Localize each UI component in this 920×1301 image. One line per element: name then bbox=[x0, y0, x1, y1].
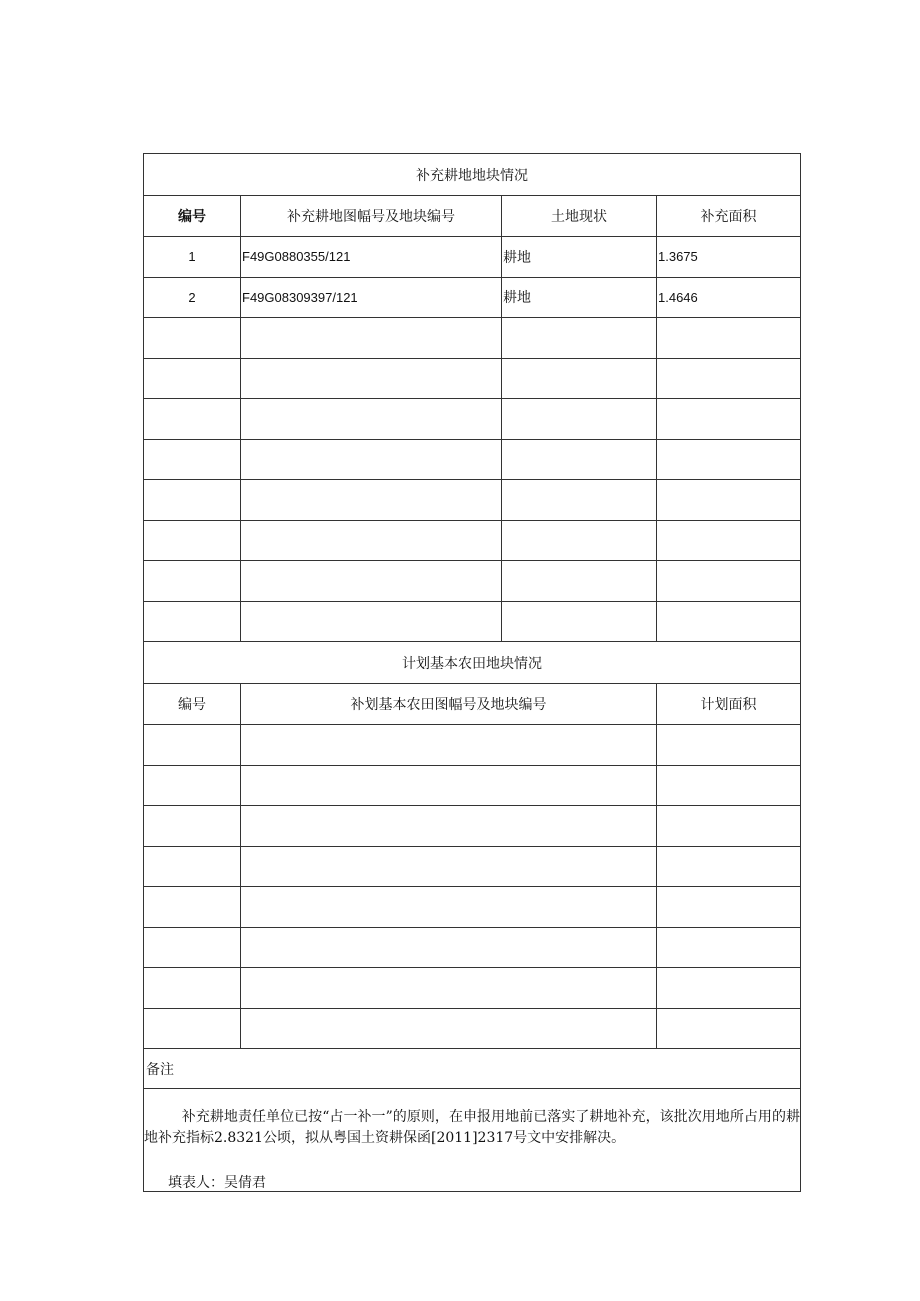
planned-row bbox=[144, 968, 801, 1009]
supplement-row bbox=[144, 399, 801, 440]
supplement-cell-code bbox=[241, 318, 502, 359]
supplement-header-code: 补充耕地图幅号及地块编号 bbox=[241, 196, 502, 237]
supplement-cell-code bbox=[241, 480, 502, 521]
planned-cell-area bbox=[657, 887, 801, 928]
planned-cell-area bbox=[657, 1008, 801, 1049]
remarks-label: 备注 bbox=[144, 1049, 801, 1089]
supplement-cell-code bbox=[241, 399, 502, 440]
planned-row bbox=[144, 846, 801, 887]
land-form-sheet bbox=[143, 153, 800, 1192]
planned-cell-area bbox=[657, 846, 801, 887]
supplement-cell-area bbox=[657, 601, 801, 642]
supplement-cell-code: F49G0880355/121 bbox=[241, 237, 502, 278]
planned-cell-area bbox=[657, 927, 801, 968]
planned-cell-code bbox=[241, 927, 657, 968]
supplement-cell-status bbox=[502, 561, 657, 602]
planned-cell-code bbox=[241, 1008, 657, 1049]
supplement-cell-status bbox=[502, 480, 657, 521]
supplement-cell-status bbox=[502, 358, 657, 399]
supplement-cell-code bbox=[241, 601, 502, 642]
planned-header-row bbox=[144, 684, 801, 725]
supplement-section-title: 补充耕地地块情况 bbox=[144, 154, 801, 196]
planned-cell-no bbox=[144, 806, 241, 847]
supplement-cell-no bbox=[144, 561, 241, 602]
supplement-cell-no bbox=[144, 358, 241, 399]
supplement-cell-area bbox=[657, 358, 801, 399]
planned-row bbox=[144, 927, 801, 968]
supplement-cell-code: F49G08309397/121 bbox=[241, 277, 502, 318]
supplement-cell-no bbox=[144, 439, 241, 480]
planned-cell-code bbox=[241, 765, 657, 806]
supplement-cell-status bbox=[502, 520, 657, 561]
supplement-cell-code bbox=[241, 520, 502, 561]
remarks-label-row bbox=[144, 1049, 801, 1089]
supplement-cell-no: 1 bbox=[144, 237, 241, 278]
supplement-cell-code bbox=[241, 439, 502, 480]
supplement-row bbox=[144, 561, 801, 602]
planned-cell-code bbox=[241, 968, 657, 1009]
supplement-cell-no bbox=[144, 480, 241, 521]
planned-section-title: 计划基本农田地块情况 bbox=[144, 642, 801, 684]
supplement-row bbox=[144, 318, 801, 359]
supplement-header-area: 补充面积 bbox=[657, 196, 801, 237]
supplement-cell-status: 耕地 bbox=[502, 277, 657, 318]
supplement-header-status: 土地现状 bbox=[502, 196, 657, 237]
planned-row bbox=[144, 725, 801, 766]
supplement-cell-no: 2 bbox=[144, 277, 241, 318]
supplement-cell-area bbox=[657, 439, 801, 480]
supplement-cell-status: 耕地 bbox=[502, 237, 657, 278]
planned-cell-code bbox=[241, 846, 657, 887]
supplement-row bbox=[144, 277, 801, 318]
planned-cell-area bbox=[657, 765, 801, 806]
planned-cell-no bbox=[144, 927, 241, 968]
supplement-cell-area: 1.3675 bbox=[657, 237, 801, 278]
supplement-cell-code bbox=[241, 561, 502, 602]
planned-cell-area bbox=[657, 806, 801, 847]
planned-header-no: 编号 bbox=[144, 684, 241, 725]
planned-cell-no bbox=[144, 846, 241, 887]
planned-row bbox=[144, 765, 801, 806]
supplement-cell-status bbox=[502, 318, 657, 359]
supplement-row bbox=[144, 601, 801, 642]
supplement-row bbox=[144, 520, 801, 561]
supplement-cell-area bbox=[657, 561, 801, 602]
supplement-section-title-row bbox=[144, 154, 801, 196]
planned-cell-area bbox=[657, 725, 801, 766]
supplement-row bbox=[144, 358, 801, 399]
planned-cell-no bbox=[144, 968, 241, 1009]
supplement-cell-code bbox=[241, 358, 502, 399]
supplement-cell-area bbox=[657, 520, 801, 561]
supplement-cell-area: 1.4646 bbox=[657, 277, 801, 318]
planned-header-code: 补划基本农田图幅号及地块编号 bbox=[241, 684, 657, 725]
remarks-text: 补充耕地责任单位已按“占一补一”的原则，在申报用地前已落实了耕地补充，该批次用地所占用的耕地补充指标2.8321公顷，拟从粤国土资耕保函[2011]2317号文中安排解决。 bbox=[144, 1109, 800, 1146]
planned-cell-no bbox=[144, 725, 241, 766]
supplement-cell-area bbox=[657, 318, 801, 359]
planned-row bbox=[144, 887, 801, 928]
planned-row bbox=[144, 1008, 801, 1049]
planned-cell-no bbox=[144, 887, 241, 928]
planned-cell-area bbox=[657, 968, 801, 1009]
supplement-row bbox=[144, 439, 801, 480]
planned-cell-no bbox=[144, 1008, 241, 1049]
planned-row bbox=[144, 806, 801, 847]
supplement-cell-area bbox=[657, 399, 801, 440]
planned-section-title-row bbox=[144, 642, 801, 684]
supplement-row bbox=[144, 480, 801, 521]
supplement-cell-no bbox=[144, 399, 241, 440]
supplement-header-no: 编号 bbox=[144, 196, 241, 237]
planned-cell-code bbox=[241, 887, 657, 928]
supplement-row bbox=[144, 237, 801, 278]
planned-header-area: 计划面积 bbox=[657, 684, 801, 725]
supplement-cell-status bbox=[502, 439, 657, 480]
form-filler: 填表人：吴倩君 bbox=[168, 1175, 266, 1191]
planned-cell-no bbox=[144, 765, 241, 806]
supplement-cell-no bbox=[144, 601, 241, 642]
planned-cell-code bbox=[241, 725, 657, 766]
supplement-cell-status bbox=[502, 399, 657, 440]
supplement-cell-no bbox=[144, 318, 241, 359]
planned-cell-code bbox=[241, 806, 657, 847]
land-form-table bbox=[143, 153, 801, 1192]
supplement-cell-no bbox=[144, 520, 241, 561]
supplement-cell-area bbox=[657, 480, 801, 521]
supplement-cell-status bbox=[502, 601, 657, 642]
supplement-header-row bbox=[144, 196, 801, 237]
